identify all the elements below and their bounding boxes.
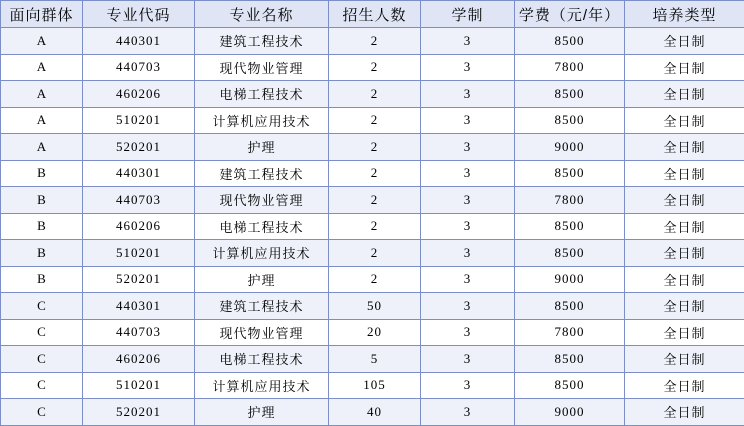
- cell-enrollment-count: 20: [329, 319, 421, 346]
- cell-group: C: [1, 372, 83, 399]
- table-row: [1, 319, 744, 346]
- cell-training-type: 全日制: [625, 399, 744, 426]
- cell-tuition: 7800: [515, 187, 625, 214]
- cell-enrollment-count: 2: [329, 266, 421, 293]
- cell-group: B: [1, 160, 83, 187]
- cell-training-type: 全日制: [625, 240, 744, 267]
- cell-enrollment-count: 2: [329, 28, 421, 55]
- table-row: [1, 160, 744, 187]
- cell-enrollment-count: 105: [329, 372, 421, 399]
- cell-training-type: 全日制: [625, 372, 744, 399]
- cell-group: C: [1, 399, 83, 426]
- cell-enrollment-count: 2: [329, 81, 421, 108]
- table-row: [1, 346, 744, 373]
- column-header-enrollment-count: 招生人数: [329, 1, 421, 28]
- cell-tuition: 7800: [515, 54, 625, 81]
- cell-major-code: 520201: [83, 399, 195, 426]
- cell-major-name: 护理: [195, 134, 329, 161]
- table-body: [1, 28, 744, 426]
- cell-tuition: 8500: [515, 372, 625, 399]
- table-row: [1, 134, 744, 161]
- cell-major-name: 现代物业管理: [195, 319, 329, 346]
- cell-major-code: 520201: [83, 266, 195, 293]
- cell-training-type: 全日制: [625, 187, 744, 214]
- cell-enrollment-count: 40: [329, 399, 421, 426]
- cell-tuition: 8500: [515, 293, 625, 320]
- cell-duration: 3: [421, 240, 515, 267]
- cell-major-name: 现代物业管理: [195, 187, 329, 214]
- cell-duration: 3: [421, 319, 515, 346]
- cell-group: B: [1, 266, 83, 293]
- cell-training-type: 全日制: [625, 213, 744, 240]
- cell-training-type: 全日制: [625, 160, 744, 187]
- cell-duration: 3: [421, 134, 515, 161]
- table-row: [1, 293, 744, 320]
- column-header-tuition: 学费（元/年）: [515, 1, 625, 28]
- cell-enrollment-count: 2: [329, 187, 421, 214]
- table-row: [1, 81, 744, 108]
- cell-major-code: 440703: [83, 187, 195, 214]
- cell-major-name: 电梯工程技术: [195, 346, 329, 373]
- cell-enrollment-count: 2: [329, 160, 421, 187]
- cell-group: B: [1, 213, 83, 240]
- column-header-duration: 学制: [421, 1, 515, 28]
- cell-training-type: 全日制: [625, 346, 744, 373]
- cell-tuition: 8500: [515, 107, 625, 134]
- cell-major-name: 电梯工程技术: [195, 213, 329, 240]
- cell-major-name: 电梯工程技术: [195, 81, 329, 108]
- cell-group: C: [1, 293, 83, 320]
- cell-major-name: 计算机应用技术: [195, 240, 329, 267]
- cell-enrollment-count: 2: [329, 134, 421, 161]
- cell-duration: 3: [421, 293, 515, 320]
- cell-major-code: 510201: [83, 107, 195, 134]
- cell-training-type: 全日制: [625, 107, 744, 134]
- cell-duration: 3: [421, 346, 515, 373]
- table-header-row: [1, 1, 744, 28]
- cell-training-type: 全日制: [625, 134, 744, 161]
- cell-duration: 3: [421, 213, 515, 240]
- table-header: [1, 1, 744, 28]
- cell-tuition: 8500: [515, 160, 625, 187]
- cell-duration: 3: [421, 54, 515, 81]
- cell-group: B: [1, 240, 83, 267]
- cell-training-type: 全日制: [625, 28, 744, 55]
- cell-group: A: [1, 28, 83, 55]
- table-row: [1, 187, 744, 214]
- cell-major-code: 440301: [83, 293, 195, 320]
- cell-major-code: 510201: [83, 240, 195, 267]
- cell-duration: 3: [421, 266, 515, 293]
- cell-group: B: [1, 187, 83, 214]
- cell-major-name: 护理: [195, 266, 329, 293]
- table-row: [1, 399, 744, 426]
- table-row: [1, 213, 744, 240]
- cell-major-name: 计算机应用技术: [195, 107, 329, 134]
- cell-enrollment-count: 2: [329, 54, 421, 81]
- cell-tuition: 8500: [515, 240, 625, 267]
- cell-training-type: 全日制: [625, 293, 744, 320]
- cell-tuition: 9000: [515, 266, 625, 293]
- cell-enrollment-count: 5: [329, 346, 421, 373]
- cell-group: C: [1, 346, 83, 373]
- cell-group: A: [1, 54, 83, 81]
- cell-group: A: [1, 134, 83, 161]
- cell-training-type: 全日制: [625, 54, 744, 81]
- table-row: [1, 28, 744, 55]
- cell-major-code: 520201: [83, 134, 195, 161]
- cell-duration: 3: [421, 81, 515, 108]
- column-header-group: 面向群体: [1, 1, 83, 28]
- cell-group: A: [1, 107, 83, 134]
- cell-tuition: 8500: [515, 213, 625, 240]
- table-row: [1, 266, 744, 293]
- cell-duration: 3: [421, 372, 515, 399]
- cell-tuition: 9000: [515, 399, 625, 426]
- cell-tuition: 8500: [515, 81, 625, 108]
- cell-duration: 3: [421, 187, 515, 214]
- cell-enrollment-count: 2: [329, 107, 421, 134]
- cell-major-code: 510201: [83, 372, 195, 399]
- cell-major-code: 440703: [83, 319, 195, 346]
- table-row: [1, 372, 744, 399]
- cell-training-type: 全日制: [625, 81, 744, 108]
- cell-duration: 3: [421, 160, 515, 187]
- cell-major-name: 建筑工程技术: [195, 293, 329, 320]
- cell-training-type: 全日制: [625, 266, 744, 293]
- cell-major-code: 440301: [83, 28, 195, 55]
- cell-tuition: 8500: [515, 346, 625, 373]
- cell-enrollment-count: 2: [329, 240, 421, 267]
- cell-duration: 3: [421, 107, 515, 134]
- cell-major-name: 建筑工程技术: [195, 28, 329, 55]
- column-header-training-type: 培养类型: [625, 1, 744, 28]
- cell-major-name: 计算机应用技术: [195, 372, 329, 399]
- table-row: [1, 54, 744, 81]
- table-row: [1, 107, 744, 134]
- column-header-major-name: 专业名称: [195, 1, 329, 28]
- cell-major-code: 460206: [83, 81, 195, 108]
- cell-enrollment-count: 50: [329, 293, 421, 320]
- cell-group: A: [1, 81, 83, 108]
- cell-enrollment-count: 2: [329, 213, 421, 240]
- cell-major-name: 现代物业管理: [195, 54, 329, 81]
- cell-major-code: 460206: [83, 346, 195, 373]
- cell-major-name: 建筑工程技术: [195, 160, 329, 187]
- table-row: [1, 240, 744, 267]
- cell-tuition: 9000: [515, 134, 625, 161]
- cell-major-code: 460206: [83, 213, 195, 240]
- cell-tuition: 8500: [515, 28, 625, 55]
- cell-duration: 3: [421, 399, 515, 426]
- cell-tuition: 7800: [515, 319, 625, 346]
- cell-training-type: 全日制: [625, 319, 744, 346]
- cell-major-code: 440703: [83, 54, 195, 81]
- cell-major-name: 护理: [195, 399, 329, 426]
- cell-group: C: [1, 319, 83, 346]
- cell-duration: 3: [421, 28, 515, 55]
- cell-major-code: 440301: [83, 160, 195, 187]
- column-header-major-code: 专业代码: [83, 1, 195, 28]
